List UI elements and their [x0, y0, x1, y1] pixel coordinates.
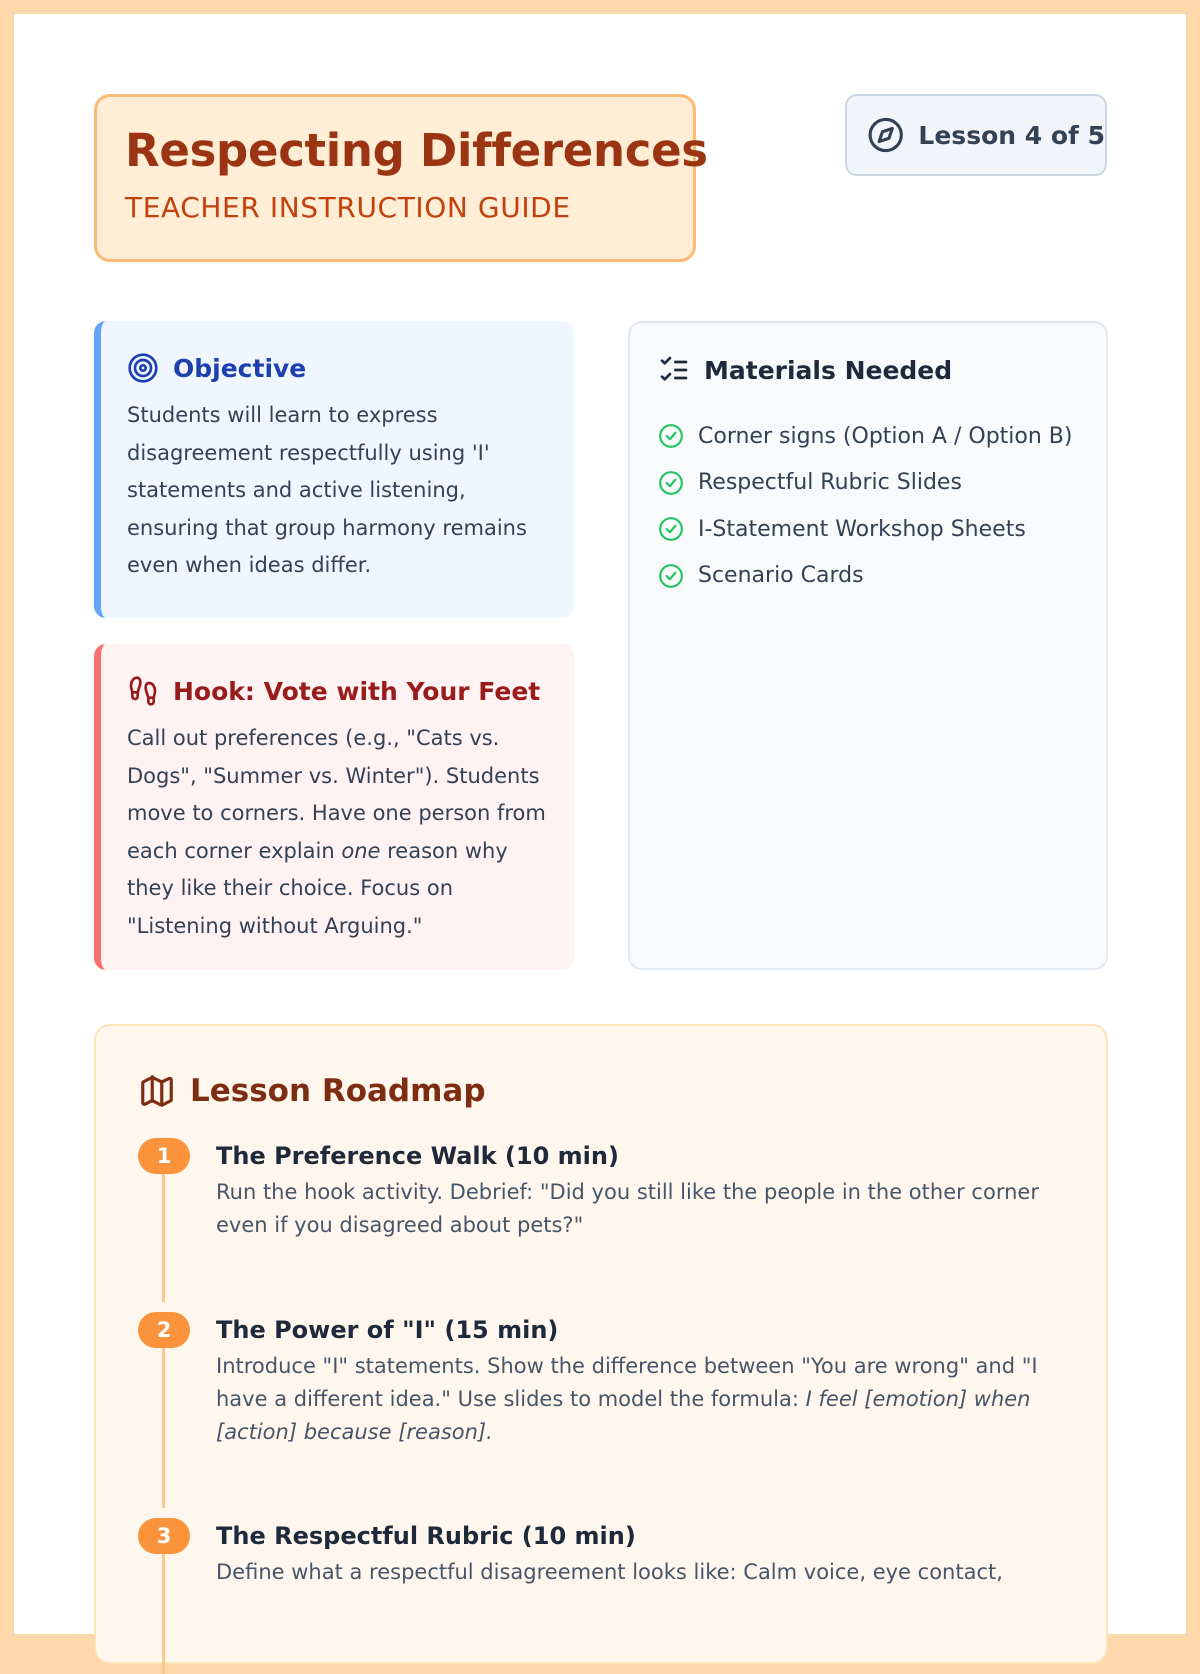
step-title: The Respectful Rubric (10 min): [216, 1522, 636, 1550]
page-subtitle: TEACHER INSTRUCTION GUIDE: [125, 191, 571, 224]
list-item: [658, 413, 1078, 460]
objective-text: Students will learn to express disagreement respectfully using 'I' statements and active listening, ensuring that group harmony remains even when ideas differ.: [127, 403, 527, 577]
hook-heading: Hook: Vote with Your Feet: [173, 676, 541, 706]
hook-text-part: Call out preferences (e.g., "Cats vs. Dogs", "Summer vs. Winter"). Students move to corners. Have one person from each corner explain: [127, 726, 546, 863]
materials-heading: Materials Needed: [704, 355, 953, 385]
page-title: Respecting Differences: [125, 124, 708, 177]
hook-text-emphasis: one: [341, 838, 381, 863]
objective-heading: Objective: [173, 353, 307, 383]
step-description: [216, 1176, 1056, 1242]
compass-icon: [867, 116, 904, 154]
step-description: [216, 1350, 1056, 1449]
material-label: Corner signs (Option A / Option B): [698, 423, 1073, 449]
list-item: [658, 460, 1078, 507]
step-connector: [162, 1554, 165, 1674]
hook-text-part: reason why they like their choice. Focus on "Listening without Arguing.": [127, 838, 508, 938]
step-description-text: Run the hook activity. Debrief: "Did you still like the people in the other corner even if you disagreed about pets?": [216, 1180, 1039, 1237]
step-number: 1: [138, 1138, 190, 1174]
lesson-badge: [845, 94, 1107, 176]
target-icon: [127, 352, 159, 384]
title-box: [94, 94, 708, 262]
check-circle-icon: [658, 423, 684, 449]
step-title: The Preference Walk (10 min): [216, 1142, 619, 1170]
page: [14, 14, 1186, 1634]
hook-text: [127, 720, 548, 945]
step-number: 2: [138, 1312, 190, 1348]
step-description-italic: I feel [emotion] when [action] because [reason].: [216, 1387, 1031, 1444]
checklist-icon: [658, 354, 690, 386]
step-connector: [162, 1348, 165, 1508]
roadmap-heading: Lesson Roadmap: [190, 1073, 486, 1109]
map-icon: [138, 1072, 176, 1110]
check-circle-icon: [658, 563, 684, 589]
lesson-badge-label: Lesson 4 of 5: [918, 120, 1105, 150]
materials-card: [628, 321, 1108, 970]
material-label: Respectful Rubric Slides: [698, 470, 962, 496]
check-circle-icon: [658, 470, 684, 496]
hook-card: [94, 644, 574, 970]
step-description-text: Introduce "I" statements. Show the difference between "You are wrong" and "I have a different idea." Use slides to model the formula:: [216, 1354, 1038, 1411]
list-item: [658, 553, 1078, 600]
lesson-roadmap: [94, 1024, 1108, 1664]
step-connector: [162, 1174, 165, 1302]
materials-list: [658, 413, 1078, 599]
material-label: Scenario Cards: [698, 563, 864, 589]
check-circle-icon: [658, 516, 684, 542]
step-description: [216, 1556, 1056, 1589]
step-number: 3: [138, 1518, 190, 1554]
objective-card: [94, 321, 574, 618]
material-label: I-Statement Workshop Sheets: [698, 516, 1026, 542]
step-description-text: Define what a respectful disagreement looks like: Calm voice, eye contact,: [216, 1560, 1003, 1584]
step-title: The Power of "I" (15 min): [216, 1316, 559, 1344]
list-item: [658, 506, 1078, 553]
footprints-icon: [127, 675, 159, 707]
